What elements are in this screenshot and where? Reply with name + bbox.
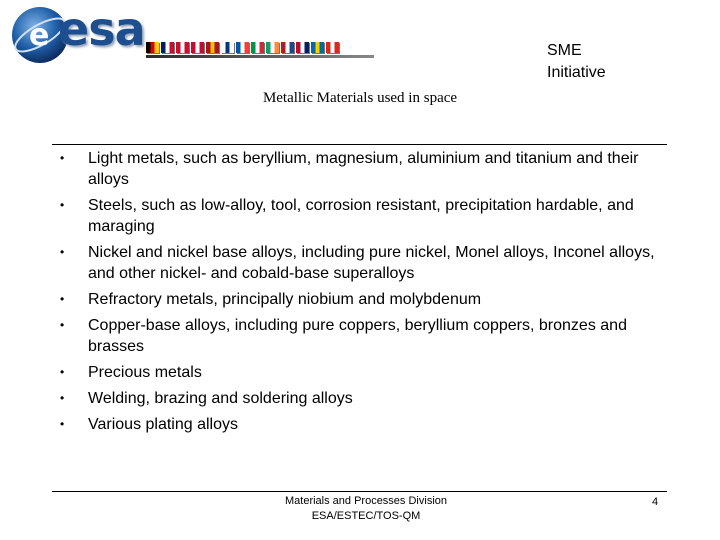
bullet-text: Light metals, such as beryllium, magnesium, aluminium and titanium and their alloys: [88, 150, 639, 188]
bullet-item: [60, 242, 670, 284]
flag-icon: [191, 42, 204, 53]
sme-initiative-label: [547, 40, 606, 84]
sme-line: SME: [547, 42, 582, 59]
bullet-text: Various plating alloys: [88, 416, 239, 433]
bullet-text: Copper-base alloys, including pure coppers, beryllium coppers, bronzes and brasses: [88, 317, 627, 355]
top-divider: [52, 144, 667, 145]
bullet-text: Nickel and nickel base alloys, including pure nickel, Monel alloys, Inconel alloys, and other nickel- and cobald-base superalloys: [88, 244, 655, 282]
flag-icon: [266, 42, 279, 53]
bullet-text: Welding, brazing and soldering alloys: [88, 390, 353, 407]
bullet-item: [60, 289, 670, 310]
esa-logo: [10, 4, 370, 64]
member-flags: [146, 42, 339, 56]
bullet-dot-icon: •: [60, 417, 65, 431]
flag-icon: [311, 42, 324, 53]
flag-icon: [146, 42, 159, 53]
bullet-item: [60, 414, 670, 435]
bullet-text: Refractory metals, principally niobium and molybdenum: [88, 291, 482, 308]
slide-subtitle: [0, 90, 720, 107]
flag-icon: [206, 42, 219, 53]
bullet-text: Precious metals: [88, 364, 202, 381]
flag-icon: [176, 42, 189, 53]
bullet-dot-icon: •: [60, 365, 65, 379]
bullet-item: [60, 388, 670, 409]
initiative-line: Initiative: [547, 64, 606, 81]
flag-icon: [161, 42, 174, 53]
footer: [0, 494, 720, 524]
flag-icon: [326, 42, 339, 53]
bullet-list: [60, 148, 670, 440]
bullet-item: [60, 148, 670, 190]
bullet-dot-icon: •: [60, 318, 65, 332]
bottom-divider: [52, 491, 667, 492]
bullet-dot-icon: •: [60, 198, 65, 212]
footer-department: ESA/ESTEC/TOS-QM: [311, 510, 421, 522]
bullet-item: [60, 315, 670, 357]
footer-division: Materials and Processes Division: [284, 495, 447, 507]
flag-icon: [236, 42, 249, 53]
bullet-dot-icon: •: [60, 151, 65, 165]
flag-icon: [281, 42, 294, 53]
bullet-dot-icon: •: [60, 245, 65, 259]
subtitle-text: Metallic Materials used in space: [262, 90, 458, 106]
flag-icon: [221, 42, 234, 53]
svg-text:e: e: [29, 18, 50, 53]
bullet-dot-icon: •: [60, 292, 65, 306]
bullet-item: [60, 362, 670, 383]
logo-underline: [146, 55, 374, 58]
bullet-text: Steels, such as low-alloy, tool, corrosion resistant, precipitation hardable, and maraging: [88, 197, 634, 235]
flag-icon: [296, 42, 309, 53]
bullet-dot-icon: •: [60, 391, 65, 405]
logo-wordmark: esa: [58, 2, 145, 56]
page-number: 4: [652, 496, 659, 508]
bullet-item: [60, 195, 670, 237]
flag-icon: [251, 42, 264, 53]
